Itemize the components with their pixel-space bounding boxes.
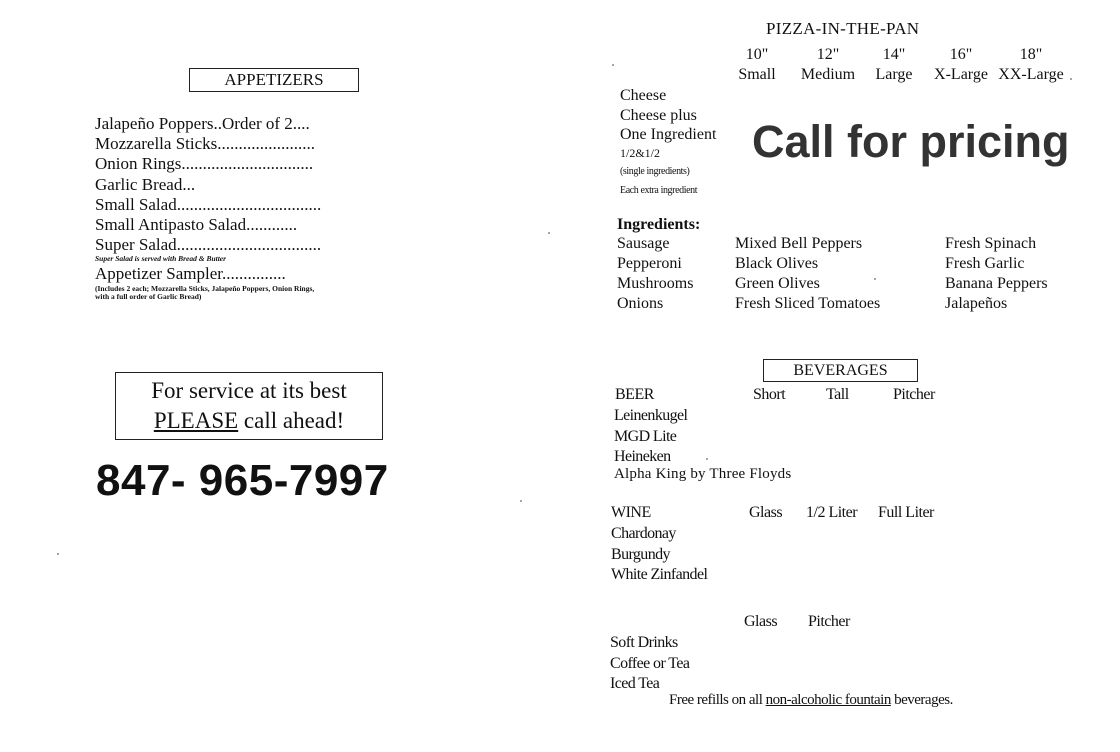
size-large [872, 45, 916, 85]
list-item: Fresh Garlic [945, 255, 1025, 272]
ingredients-column-3 [945, 234, 1048, 314]
size-name: Small [738, 66, 776, 83]
option-cheese-plus: Cheese plus [620, 106, 697, 124]
list-item: Sausage [617, 235, 670, 252]
size-medium [796, 45, 860, 85]
list-item: MGD Lite [614, 427, 677, 445]
soft-drinks-list [610, 633, 689, 695]
wine-title: WINE [611, 504, 651, 521]
soft-size-pitcher: Pitcher [808, 613, 850, 630]
option-each-extra: Each extra ingredient [620, 184, 698, 196]
list-item: Mushrooms [617, 275, 694, 292]
option-half-half: 1/2&1/2 [620, 145, 661, 160]
size-inches: 18" [1019, 46, 1043, 63]
appetizers-list [95, 114, 395, 302]
sampler-note-line-2: with a full order of Garlic Bread) [95, 292, 202, 301]
list-item: Mozzarella Sticks....................... [95, 134, 316, 154]
list-item: Small Salad.................................. [95, 194, 322, 214]
beer-title: BEER [615, 386, 654, 403]
list-item: Onion Rings............................... [95, 154, 314, 174]
list-item: Alpha King by Three Floyds [614, 466, 792, 482]
option-cheese: Cheese [620, 87, 667, 104]
size-name: Large [875, 66, 913, 83]
scan-speck [612, 64, 614, 66]
beer-size-tall: Tall [826, 386, 849, 403]
option-single-ingredients: (single ingredients) [620, 165, 690, 177]
ingredients-title: Ingredients: [617, 216, 701, 233]
list-item: Banana Peppers [945, 275, 1048, 292]
list-item: Black Olives [735, 255, 819, 272]
list-item: Small Antipasto Salad............ [95, 214, 298, 234]
size-xx-large [995, 45, 1067, 85]
list-item: Soft Drinks [610, 634, 678, 651]
refill-underlined: non-alcoholic fountain [765, 692, 891, 708]
phone-number: 847- 965-7997 [96, 456, 389, 505]
pizza-options [620, 86, 716, 200]
list-item: Super Salad.................................. [95, 235, 322, 255]
beer-size-short: Short [753, 386, 786, 403]
list-item: Fresh Spinach [945, 235, 1037, 252]
list-item: Heineken [614, 448, 671, 465]
ingredients-column-2 [735, 234, 880, 314]
scan-speck [874, 278, 876, 280]
service-line-2 [116, 406, 382, 436]
list-item: Coffee or Tea [610, 654, 690, 672]
refill-text-before: Free refills on all [669, 692, 766, 708]
list-item: Green Olives [735, 275, 820, 292]
call-for-pricing: Call for pricing [752, 116, 1070, 167]
list-item: Jalapeños [945, 295, 1008, 312]
size-x-large [932, 45, 990, 85]
service-line-2-rest: call ahead! [238, 408, 345, 433]
wine-list [611, 524, 707, 586]
beer-size-pitcher: Pitcher [893, 386, 935, 403]
list-item: Garlic Bread... [95, 174, 196, 194]
scan-speck [57, 553, 59, 555]
scan-speck [706, 458, 708, 460]
wine-size-half-liter: 1/2 Liter [806, 504, 858, 521]
super-salad-note: Super Salad is served with Bread & Butter [95, 254, 227, 264]
scan-speck [1070, 78, 1072, 80]
soft-size-glass: Glass [744, 613, 778, 630]
list-item: Chardonay [611, 525, 676, 542]
list-item: Jalapeño Poppers..Order of 2.... [95, 114, 310, 133]
size-name: Medium [800, 66, 856, 83]
list-item: Burgundy [611, 545, 670, 563]
list-item: Pepperoni [617, 255, 682, 272]
size-small [736, 45, 778, 85]
size-name: XX-Large [998, 66, 1064, 83]
list-item: Fresh Sliced Tomatoes [735, 295, 881, 312]
wine-size-full-liter: Full Liter [878, 504, 934, 521]
service-notice [115, 372, 383, 440]
beer-list [614, 406, 791, 485]
list-item: Onions [617, 295, 664, 312]
size-name: X-Large [934, 66, 988, 83]
refill-text-after: beverages. [890, 692, 953, 708]
list-item: Appetizer Sampler............... [95, 264, 286, 284]
service-line-1: For service at its best [151, 378, 347, 403]
size-inches: 14" [882, 46, 906, 63]
list-item: Mixed Bell Peppers [735, 235, 863, 252]
option-one-ingredient: One Ingredient [620, 126, 717, 143]
please-emphasis: PLEASE [153, 408, 239, 433]
beverages-title: BEVERAGES [763, 359, 918, 382]
pizza-title: PIZZA-IN-THE-PAN [766, 19, 920, 38]
scan-speck [548, 232, 550, 234]
list-item: Iced Tea [610, 675, 660, 692]
list-item: Leinenkugel [614, 407, 688, 424]
ingredients-column-1 [617, 234, 693, 314]
refill-note [669, 692, 953, 709]
list-item: White Zinfandel [611, 566, 708, 583]
size-inches: 10" [745, 46, 769, 63]
appetizers-title: APPETIZERS [189, 68, 359, 92]
size-inches: 12" [816, 46, 840, 63]
scan-speck [520, 500, 522, 502]
size-inches: 16" [949, 46, 973, 63]
wine-size-glass: Glass [749, 504, 783, 521]
sampler-note-line-1: (Includes 2 each; Mozzarella Sticks, Jalapeño Poppers, Onion Rings, [95, 283, 315, 293]
